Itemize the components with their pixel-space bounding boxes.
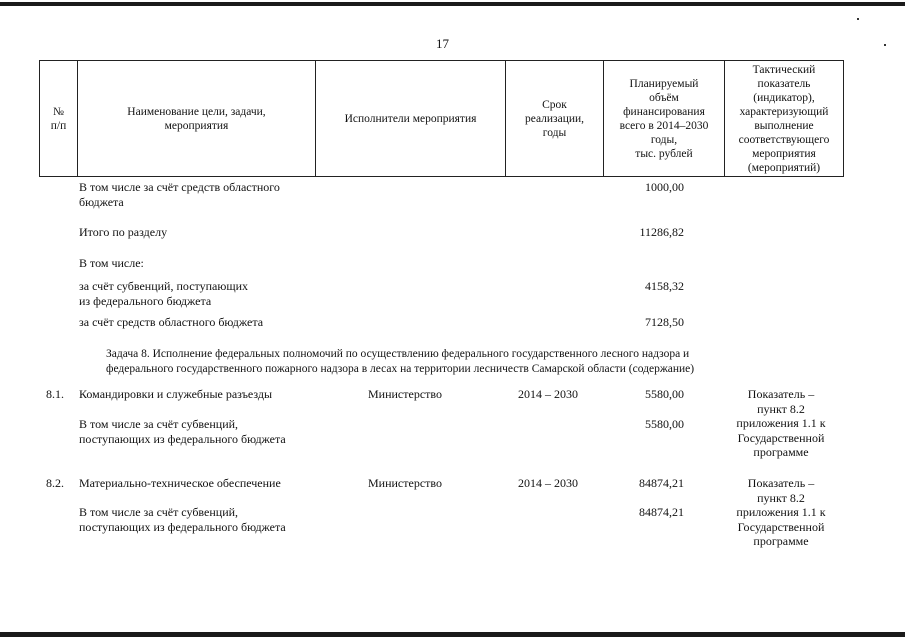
row-including-label: В том числе: (79, 256, 144, 270)
page-number: 17 (436, 36, 449, 51)
item-8-1-amount: 5580,00 (645, 387, 684, 401)
row-regional-funds-label: за счёт средств областного бюджета (79, 315, 264, 329)
table-header (39, 60, 844, 177)
header-col-executors: Исполнители мероприятия (316, 61, 506, 176)
item-8-2-indicator: Показатель – пункт 8.2 приложения 1.1 к Государственной программе (736, 476, 826, 548)
item-8-2-executor: Министерство (368, 476, 442, 490)
item-8-1-number: 8.1. (46, 387, 64, 401)
row-regional-budget-amount: 1000,00 (645, 180, 684, 194)
item-8-1-sub-amount: 5580,00 (645, 417, 684, 431)
bottom-border-rule (0, 632, 905, 637)
row-regional-funds-amount: 7128,50 (645, 315, 684, 329)
item-8-2-sub-label: В том числе за счёт субвенций, поступающих из федерального бюджета (79, 505, 286, 534)
row-section-total-label: Итого по разделу (79, 225, 168, 239)
header-col-funding: Планируемый объём финансирования всего в 2014–2030 годы, тыс. рублей (604, 61, 725, 176)
item-8-1-sub-label: В том числе за счёт субвенций, поступающих из федерального бюджета (79, 417, 286, 446)
item-8-2-number: 8.2. (46, 476, 64, 490)
scan-speck (857, 18, 859, 20)
row-subventions-label: за счёт субвенций, поступающих из федерального бюджета (79, 279, 248, 308)
header-col-period: Срок реализации, годы (506, 61, 604, 176)
item-8-2-period: 2014 – 2030 (518, 476, 578, 490)
top-border-rule (0, 2, 905, 6)
item-8-1-period: 2014 – 2030 (518, 387, 578, 401)
header-col-name: Наименование цели, задачи, мероприятия (78, 61, 316, 176)
row-section-total-amount: 11286,82 (639, 225, 684, 239)
header-col-indicator: Тактический показатель (индикатор), характеризующий выполнение соответствующего мероприятия (мероприятий) (738, 63, 830, 174)
item-8-1-name: Командировки и служебные разъезды (79, 387, 273, 401)
header-col-num: № п/п (40, 61, 78, 176)
task8-title: Задача 8. Исполнение федеральных полномочий по осуществлению федерального государственного лесного надзора и федерального государственного пожарного надзора в лесах на территории лесничеств Самарской области (содержание) (106, 348, 695, 375)
item-8-2-amount: 84874,21 (639, 476, 684, 490)
item-8-2-name: Материально-техническое обеспечение (79, 476, 281, 490)
row-regional-budget-label: В том числе за счёт средств областного бюджета (79, 180, 280, 209)
item-8-1-executor: Министерство (368, 387, 442, 401)
row-subventions-amount: 4158,32 (645, 279, 684, 293)
item-8-2-sub-amount: 84874,21 (639, 505, 684, 519)
item-8-1-indicator: Показатель – пункт 8.2 приложения 1.1 к Государственной программе (736, 387, 826, 459)
